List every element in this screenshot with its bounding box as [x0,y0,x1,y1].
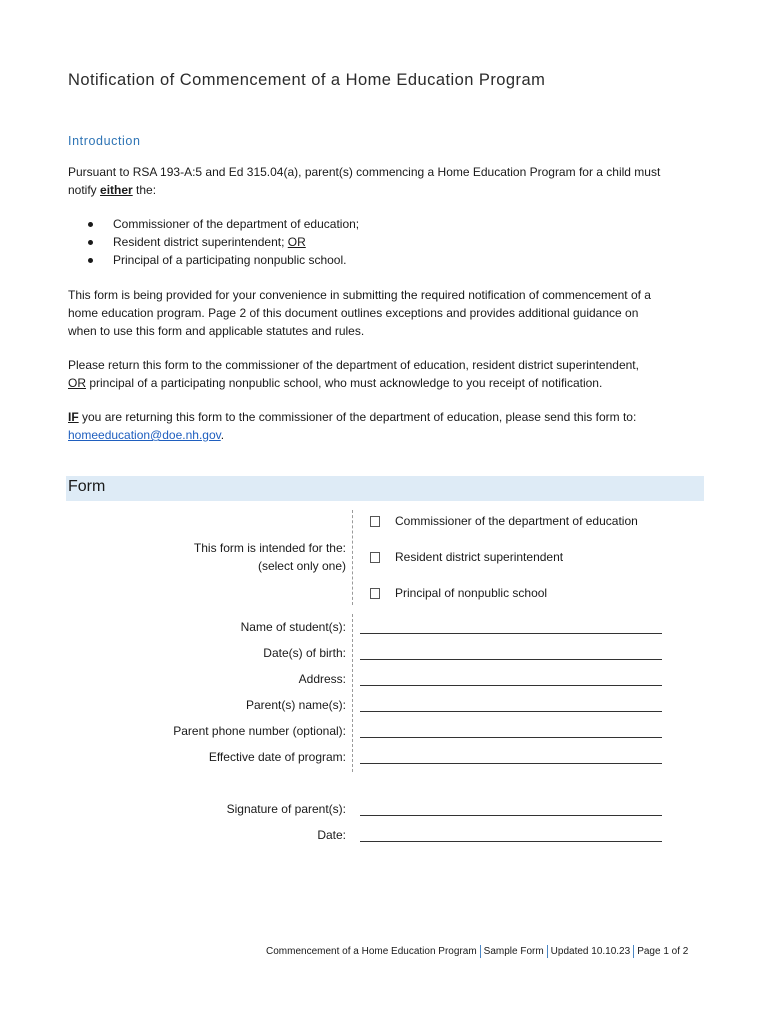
intended-for-label: This form is intended for the: (select only one) [193,541,346,573]
footer-label: Sample Form [483,946,544,957]
intro-paragraph [68,163,708,199]
bullet-icon [88,222,93,227]
or-emphasis: OR [68,376,86,390]
form-heading: Form [68,478,106,495]
form-section-header [66,476,704,501]
address-field[interactable] [360,685,662,686]
footer-separator [547,945,548,958]
list-item: Commissioner of the department of education; [88,215,359,233]
convenience-paragraph: This form is being provided for your convenience in submitting the required notification of commencement of a home education program. Page 2 of this document outlines exceptions and provides additional guidance on when to use this form and applicable statutes and rules. [68,288,651,338]
document-page: Notification of Commencement of a Home Education Program Introduction Pursuant to RSA 193-A:5 and Ed 315.04(a), parent(s) commencing a Home Education Program for a child must notify either the: Commissioner of the department of education; Resident district superintendent; OR Principal of a participating nonpublic school. This form is being provided for your convenience in submitting the required notification of commencement of a home education program. Page 2 of this document outlines exceptions and provides additional guidance on when to use this form and applicable statutes and rules. Please return this form to the commissioner of the department of education, resident district superintendent, OR principal of a participating nonpublic school, who must acknowledge to you receipt of notification. IF you are returning this form to the commissioner of the department of education, please send this form to: homeeducation@doe.nh.gov. Form This form is intended for the: (select only one) Commissioner of the department of education Resident district superintendent Principal of nonpublic school Name of student(s): Date(s) of birth: Address: Parent(s) name(s): Parent phone number (optional): Effective date of program: Signature of parent(s): Date: Commencement of a Home Education Program Sample Form Updated 10.10.23 Page 1 of 2 [0,0,770,1024]
effective-date-field[interactable] [360,763,662,764]
bullet-icon [88,240,93,245]
intro-text-line1: Pursuant to RSA 193-A:5 and Ed 315.04(a), parent(s) commencing a Home Education Program for a child must [68,165,661,179]
or-emphasis: OR [287,235,306,249]
either-emphasis: either [100,183,133,197]
divider [352,510,353,605]
list-item: Resident district superintendent; OR [88,233,359,251]
footer-page-number: Page 1 of 2 [637,946,689,957]
parent-phone-field[interactable] [360,737,662,738]
intro-text-line2: notify [68,183,101,197]
footer-doc-name: Commencement of a Home Education Program [266,946,477,957]
footer-separator [480,945,481,958]
divider [352,614,353,772]
recipient-list [88,215,359,269]
checkbox[interactable] [370,588,380,599]
effective-date-label: Effective date of program: [208,750,346,764]
if-emphasis: IF [68,410,79,424]
parent-name-field[interactable] [360,711,662,712]
return-paragraph: Please return this form to the commissioner of the department of education, resident district superintendent, OR principal of a participating nonpublic school, who must acknowledge to you receipt of notification. [68,358,639,390]
checkbox[interactable] [370,516,380,527]
parent-phone-label: Parent phone number (optional): [173,724,346,738]
footer-updated: Updated 10.10.23 [550,946,631,957]
checkbox[interactable] [370,552,380,563]
signature-field[interactable] [360,815,662,816]
date-field[interactable] [360,841,662,842]
signature-label: Signature of parent(s): [226,802,346,816]
address-label: Address: [298,672,346,686]
student-name-field[interactable] [360,633,662,634]
birth-date-label: Date(s) of birth: [263,646,346,660]
bullet-icon [88,258,93,263]
page-footer [266,944,688,960]
email-link[interactable]: homeeducation@doe.nh.gov [68,428,221,442]
date-label: Date: [317,828,346,842]
list-item: Principal of a participating nonpublic school. [88,251,359,269]
footer-separator [633,945,634,958]
student-name-label: Name of student(s): [240,620,346,634]
parent-name-label: Parent(s) name(s): [245,698,346,712]
birth-date-field[interactable] [360,659,662,660]
introduction-heading: Introduction [68,134,141,148]
email-paragraph: IF you are returning this form to the commissioner of the department of education, please send this form to: homeeducation@doe.nh.gov. [68,410,637,442]
page-title: Notification of Commencement of a Home Education Program [68,71,546,89]
intro-text-end: the: [132,183,157,197]
